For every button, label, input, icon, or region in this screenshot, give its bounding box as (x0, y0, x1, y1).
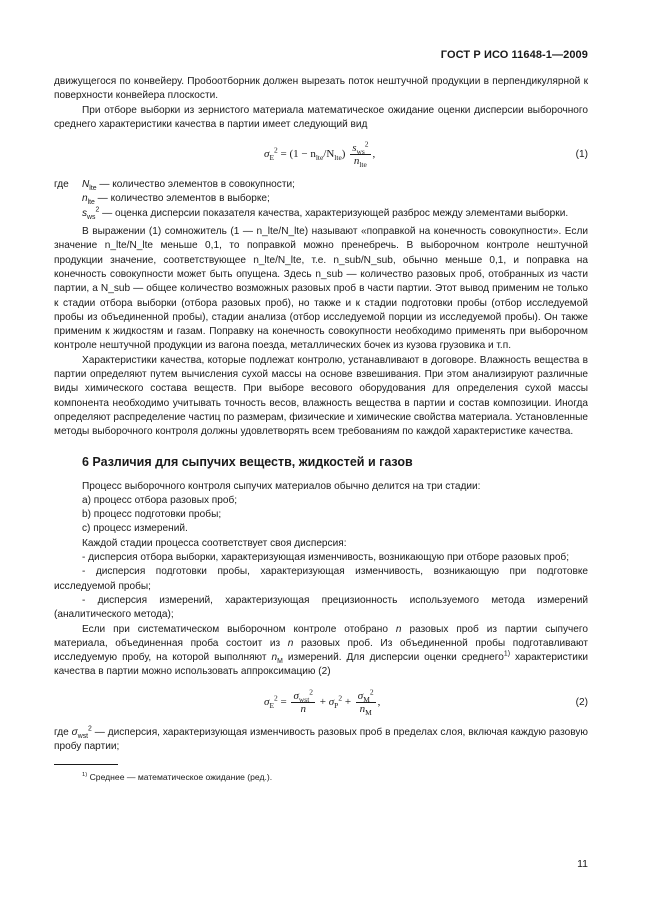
definition-row: $n_{lte}$ — количество элементов в выборке; (82, 193, 270, 207)
dispersion-intro: Каждой стадии процесса соответствует своя дисперсия: (82, 537, 347, 549)
formula-1-fraction: $\frac{s_{ws}^2}{n_{lte}}$ (352, 139, 369, 170)
stage-item: a) процесс отбора разовых проб; (82, 494, 238, 506)
paragraph-2: При отборе выборки из зернистого материала математическое ожидание оценки дисперсии выборочного среднего характеристики качества в партии имеет следующий вид (54, 104, 588, 130)
dispersion-item: - дисперсия отбора выборки, характеризующая изменчивость, возникающую при отборе разовых проб; (82, 552, 570, 564)
stage-item: b) процесс подготовки пробы; (82, 509, 222, 521)
section-6-heading: 6 Различия для сыпучих веществ, жидкостей и газов (82, 454, 413, 469)
paragraph-5: Если при систематическом выборочном контроле отобрано n разовых проб из партии сыпучего материала, объединенная проба состоит из n разовых проб. Из объединенной пробы подготавливают исследуемую пробу, на которой выполняют $n_M$ измерений. Для дисперсии оценки среднего$^{1)}$ характеристики качества в партии можно использовать аппроксимацию (2) (54, 623, 588, 678)
page-number: 11 (577, 858, 588, 870)
formula-1-definitions (54, 178, 588, 221)
footnote-divider (54, 764, 118, 765)
paragraph-3: В выражении (1) сомножитель (1 — n_lte/N_lte) называют «поправкой на конечность совокупности». Если значение n_lte/N_lte меньше 0,1, то поправкой можно пренебречь. В выборочном контроле нештучной продукции значение, соответствующее n_lte/N_lte, т.е. n_sub/N_sub, обычно меньше 0,1, и поправка на конечность совокупности может быть опущена. Здесь n_sub — количество разовых проб, отобранных из части партии, а N_sub — общее количество возможных разовых проб в части партии. Этот вывод применим не только к стадии отбора выборки (отбора разовых проб), но также и к стадии подготовки пробы (отбор исследуемой пробы из объединенной пробы), стадии анализа (отбор исследуемой порции из исследуемой пробы). Он также применим к жидкостям и газам. Поправку на конечность совокупности необходимо применять при выборочном контроле нештучной продукции из вагона поезда, металлических бочек из кузова грузовика и т.п. (54, 226, 588, 352)
section-6-intro: Процесс выборочного контроля сыпучих материалов обычно делится на три стадии: (82, 480, 481, 492)
stage-item: c) процесс измерений. (82, 523, 188, 535)
formula-2-fraction-2: $\frac{\sigma_M^2}{n_M}$ (357, 687, 374, 717)
dispersion-item: - дисперсия измерений, характеризующая прецизионность используемого метода измерений (аналитического метода); (54, 594, 588, 621)
definition-row: где $N_{lte}$ — количество элементов в совокупности; (54, 179, 295, 193)
formula-2-number: (2) (575, 696, 588, 708)
page-body (54, 75, 588, 783)
formula-2-fraction-1: $\frac{\sigma_{wst}^2}{n}$ (293, 687, 314, 715)
footnote-ref[interactable]: 1) (503, 650, 510, 658)
definition-row: $s_{ws}^2$ — оценка дисперсии показателя качества, характеризующей разброс между элементами выборки. (82, 206, 569, 221)
dispersion-item: - дисперсия подготовки пробы, характеризующая изменчивость, возникающую при подготовке исследуемой пробы; (54, 566, 588, 592)
paragraph-1: движущегося по конвейеру. Пробоотборник должен вырезать поток нештучной продукции в перпендикулярной к поверхности конвейера плоскости. (54, 76, 588, 102)
formula-1-number: (1) (575, 149, 588, 161)
standard-code-header: ГОСТ Р ИСО 11648-1—2009 (440, 49, 588, 61)
formula-2-definition: где $\sigma_{wst}^2$ — дисперсия, характеризующая изменчивость разовых проб в пределах слоя, включая каждую разовую пробу партии; (54, 725, 589, 752)
paragraph-4: Характеристики качества, которые подлежат контролю, устанавливают в договоре. Влажность вещества в партии определяют путем вычисления сухой массы на основе взвешивания. При этом анализируют различные виды химического состава веществ. При выборе весового оборудования для определения сухой массы компонента необходимо учитывать точность весов, влажность вещества в партии и состав композиции. Иногда определяют распределение частиц по размерам, физические и химические свойства материала. Установленные методы выборочного контроля должны удовлетворять всем требованиям по каждой характеристике качества. (54, 354, 588, 438)
formula-1: $\sigma_E^2 = (1 - n_{lte}/N_{lte})$ $\frac{s_{ws}^2}{n_{lte}}$ , (1) (264, 139, 588, 170)
footnote: $^{1)}$ Среднее — математическое ожидание (ред.). (82, 772, 273, 783)
formula-2: $\sigma_E^2$ = $\frac{\sigma_{wst}^2}{n}$ + $\sigma_P^2$ + $\frac{\sigma_M^2}{n_M}$ , (2) (264, 687, 588, 717)
